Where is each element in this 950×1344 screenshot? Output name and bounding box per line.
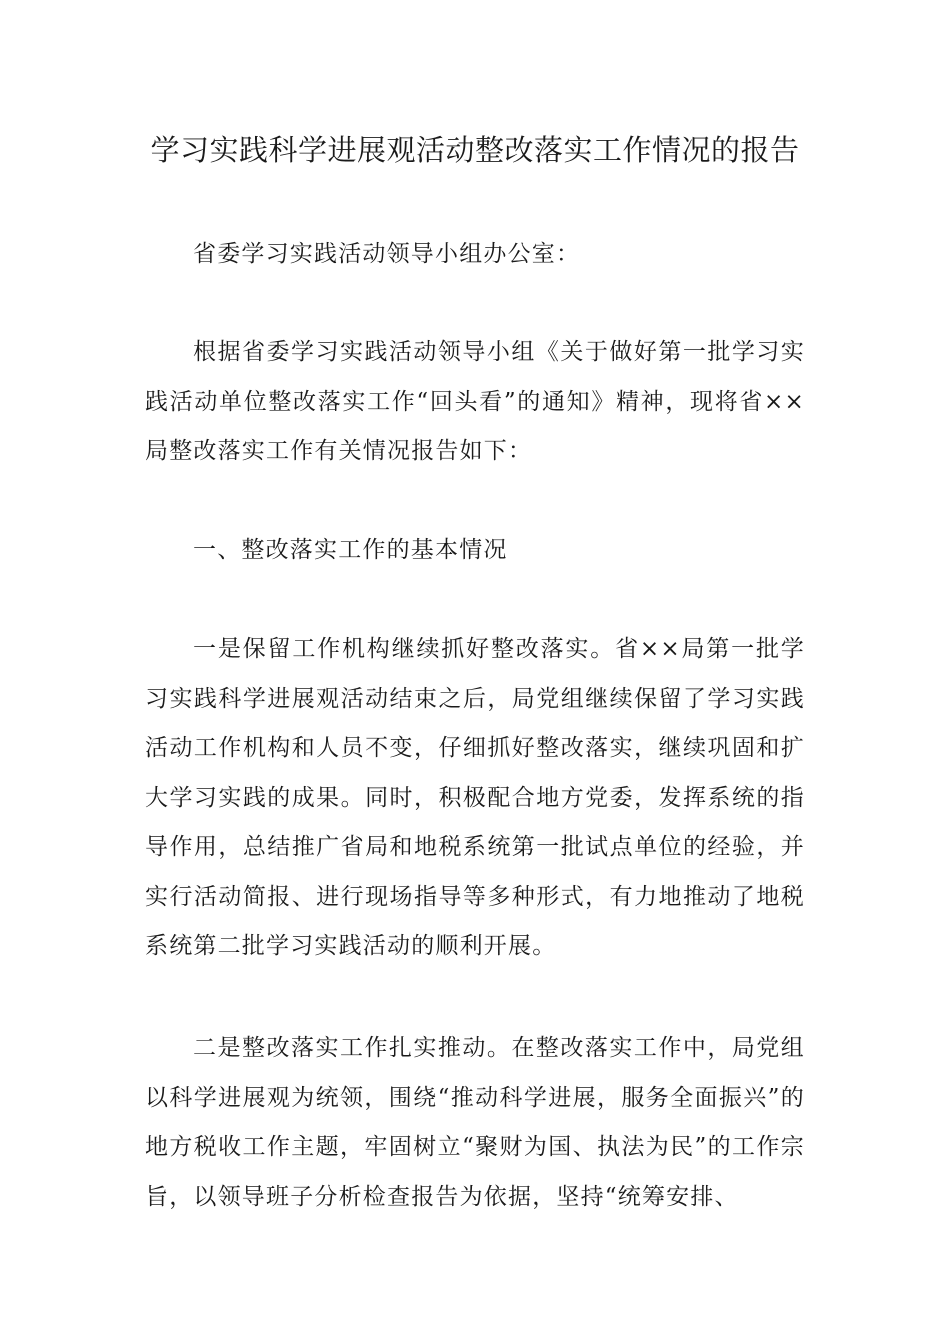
section-heading: 一、整改落实工作的基本情况 (193, 537, 508, 563)
salutation-paragraph: 省委学习实践活动领导小组办公室： (193, 241, 581, 267)
intro-paragraph: 根据省委学习实践活动领导小组《关于做好第一批学习实践活动单位整改落实工作“回头看”的通知》精神，现将省××局整改落实工作有关情况报告如下： (145, 339, 805, 464)
body-paragraph-2: 二是整改落实工作扎实推动。在整改落实工作中，局党组以科学进展观为统领，围绕“推动科学进展，服务全面振兴”的地方税收工作主题，牢固树立“聚财为国、执法为民”的工作宗旨，以领导班子分析检查报告为依据，坚持“统筹安排、 (145, 1035, 805, 1210)
body-paragraph-1: 一是保留工作机构继续抓好整改落实。省××局第一批学习实践科学进展观活动结束之后，局党组继续保留了学习实践活动工作机构和人员不变，仔细抓好整改落实，继续巩固和扩大学习实践的成果。同时，积极配合地方党委，发挥系统的指导作用，总结推广省局和地税系统第一批试点单位的经验，并实行活动简报、进行现场指导等多种形式，有力地推动了地税系统第二批学习实践活动的顺利开展。 (145, 636, 805, 959)
document-title: 学习实践科学进展观活动整改落实工作情况的报告 (150, 133, 800, 167)
